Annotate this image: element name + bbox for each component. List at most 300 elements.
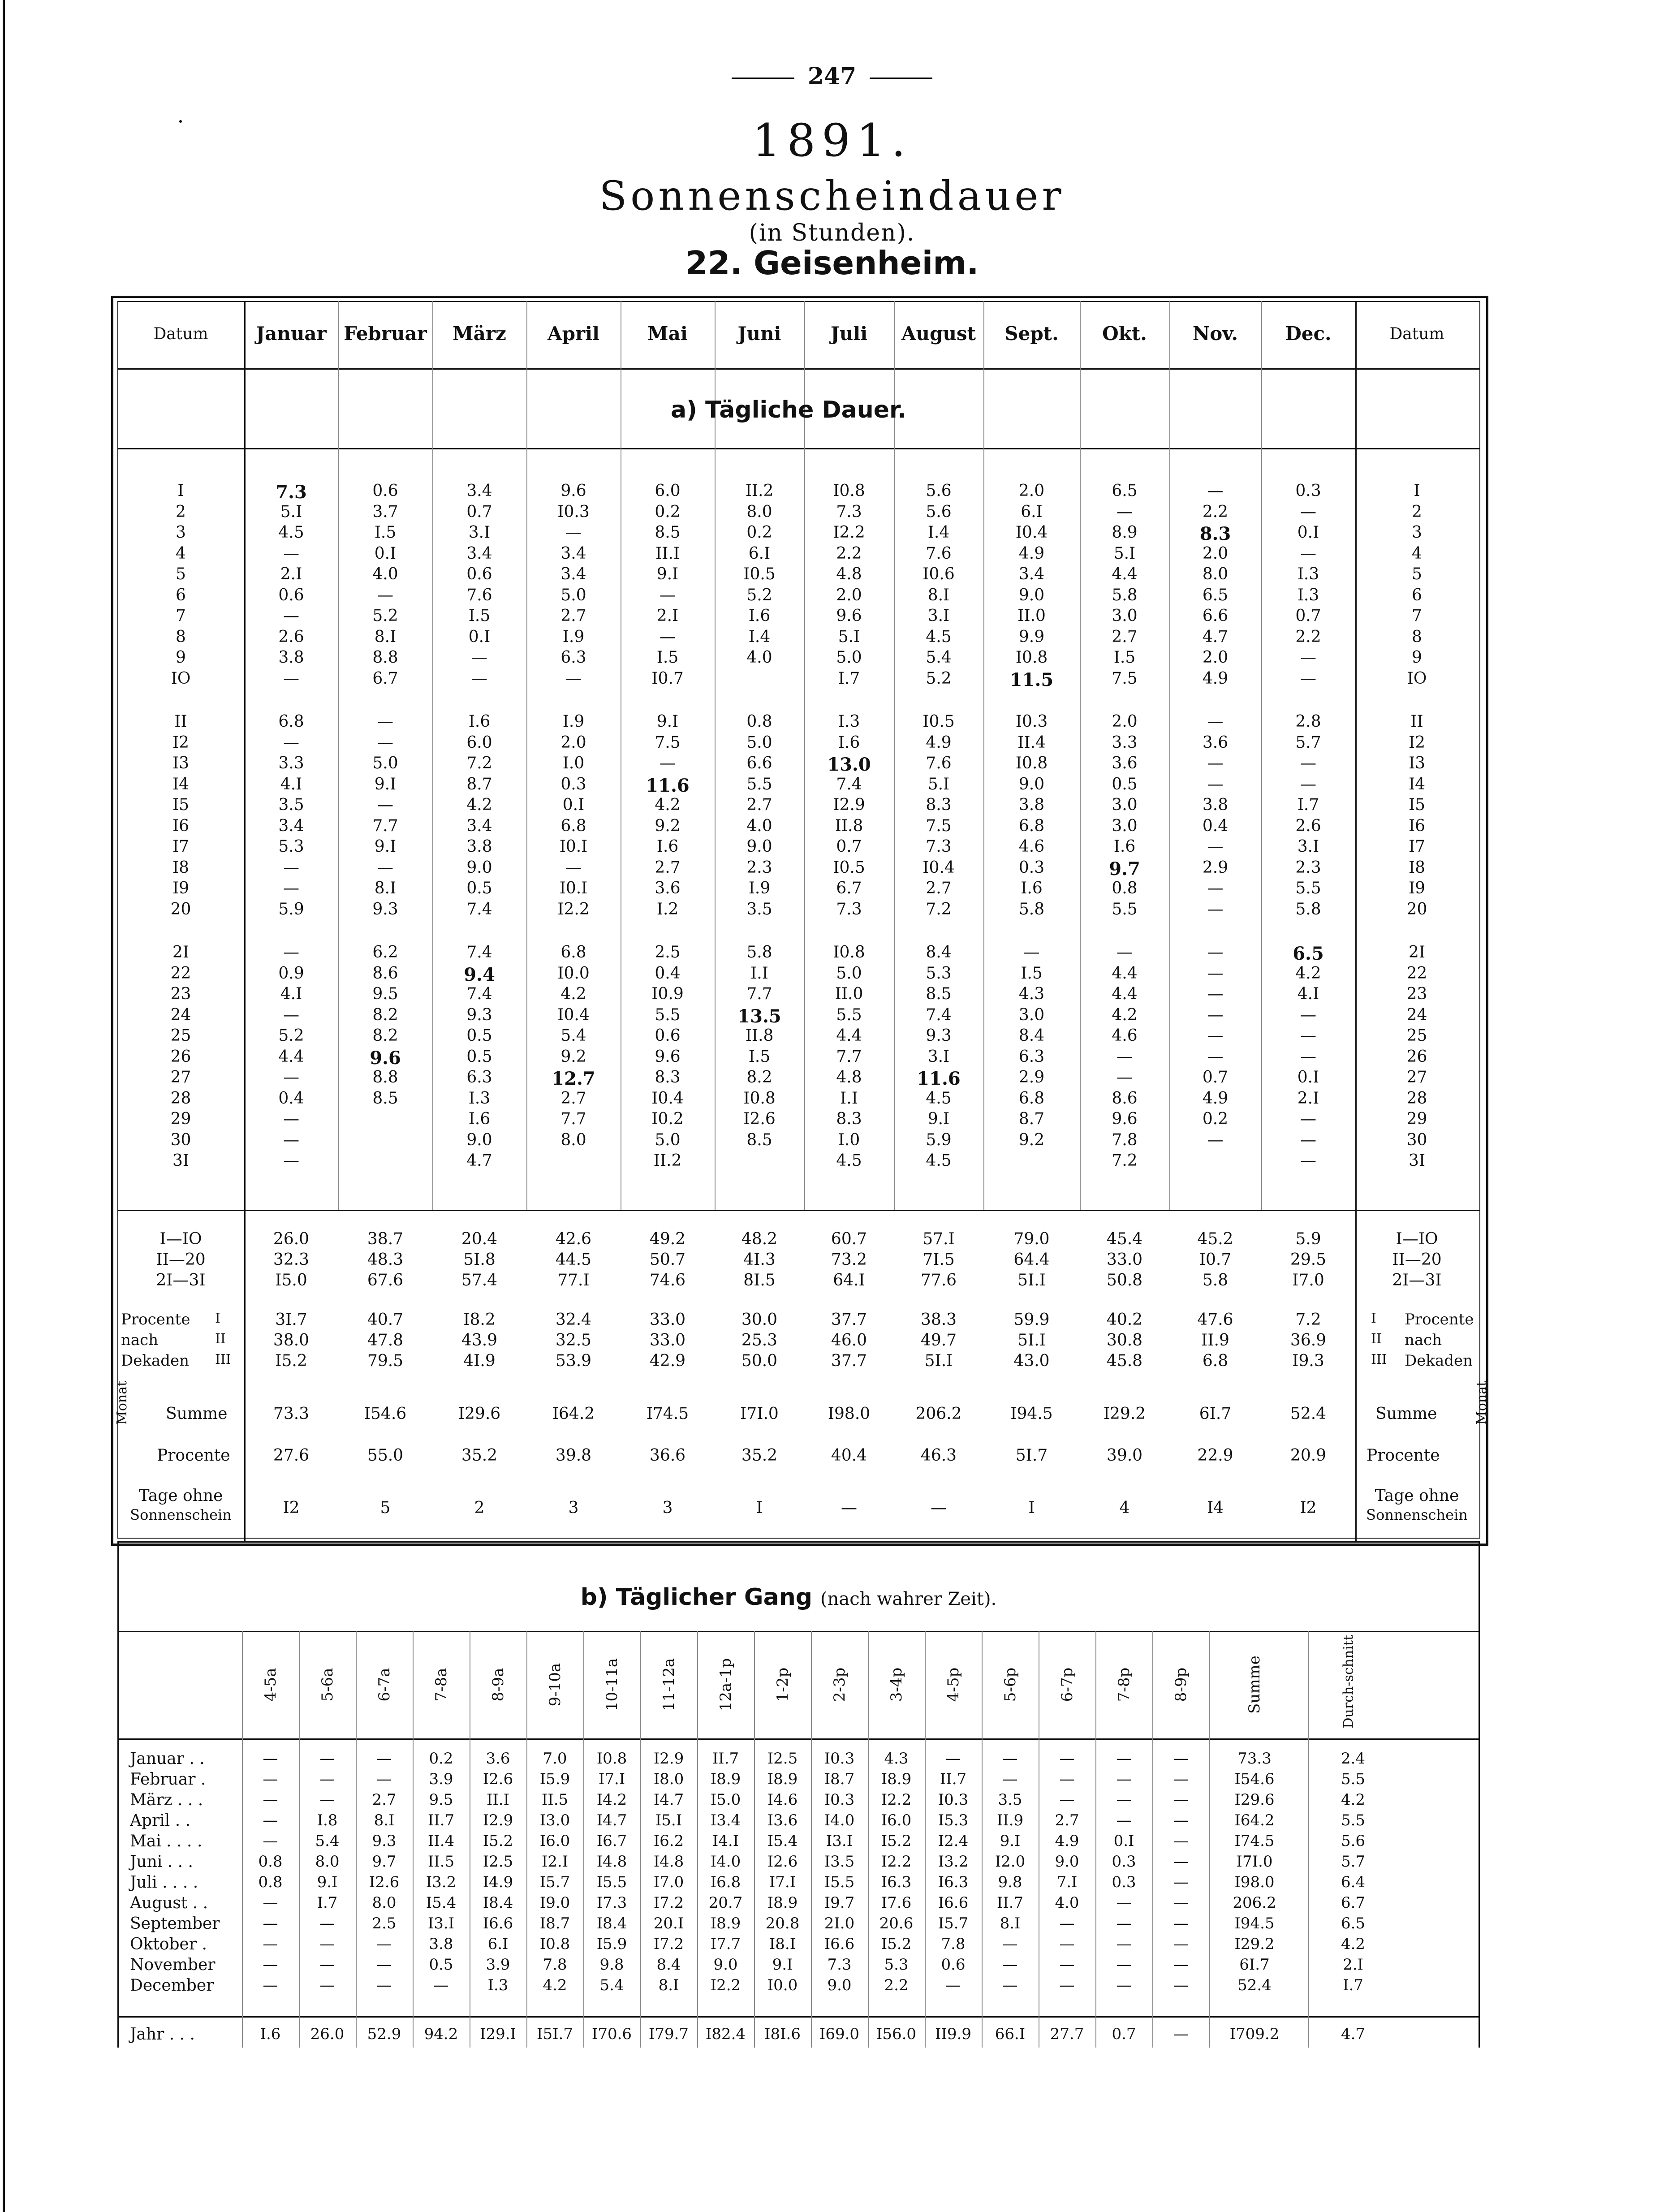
decade-pct: 38.0 (273, 1331, 310, 1350)
hourly-value: I3.0 (539, 1811, 570, 1829)
daily-value: 2.0 (1112, 712, 1138, 731)
daily-value: 2.0 (1202, 648, 1229, 667)
day-label-right: 6 (1412, 586, 1422, 604)
hourly-value: I4.8 (653, 1853, 684, 1871)
daily-value: 5.2 (372, 607, 398, 625)
daily-value: 7.7 (560, 1110, 586, 1128)
decade-pct: 47.6 (1197, 1311, 1233, 1329)
daily-value: 6.8 (1018, 1089, 1045, 1108)
hour-header: 8-9a (489, 1668, 507, 1702)
hourly-value: I0.8 (596, 1750, 627, 1768)
daily-value: II.2 (653, 1151, 682, 1170)
hourly-value: 9.0 (827, 1976, 852, 1994)
daily-value: I.6 (1021, 879, 1043, 897)
day-label-right: 3 (1412, 523, 1422, 542)
hourly-value: — (263, 1935, 278, 1953)
daily-value: 9.0 (1018, 586, 1045, 604)
pct-roman-left: III (215, 1352, 231, 1367)
daily-value: 11.6 (917, 1068, 961, 1089)
tage-ohne-value: — (931, 1499, 947, 1517)
daily-value: II.8 (745, 1026, 774, 1045)
hourly-value: I6.2 (653, 1832, 684, 1850)
daily-value: 12.7 (552, 1068, 595, 1089)
day-label-left: I9 (172, 879, 190, 897)
daily-value: — (565, 858, 582, 877)
hour-header: 5-6a (318, 1668, 336, 1702)
hourly-value: I6.7 (596, 1832, 627, 1850)
day-label-left: 2I (172, 943, 190, 962)
table-a-header-rule (117, 368, 1479, 370)
daily-value: 4.6 (1018, 837, 1045, 856)
table-a-summary-rule (117, 1210, 1479, 1211)
daily-value: 9.9 (1018, 627, 1045, 646)
day-label-right: 4 (1412, 544, 1422, 563)
daily-value: I0.4 (923, 858, 955, 877)
hourly-value: — (263, 1811, 278, 1829)
hourly-value: 20.6 (879, 1914, 914, 1932)
tage-ohne-value: — (841, 1499, 857, 1517)
hourly-value: 0.2 (429, 1750, 453, 1768)
daily-value: 9.7 (1109, 858, 1140, 880)
table-b-left-rule (117, 1541, 119, 2048)
row-label-month: Juli . . . . (130, 1873, 198, 1892)
day-label-right: 7 (1412, 607, 1422, 625)
hourly-value: 2.5 (372, 1914, 397, 1932)
hourly-value: I4.9 (483, 1873, 513, 1891)
daily-value: 3.8 (466, 837, 492, 856)
hourly-value: — (263, 1750, 278, 1768)
hourly-value: I2.5 (767, 1750, 798, 1768)
day-label-right: 22 (1406, 964, 1427, 983)
jahr-value: 52.9 (367, 2025, 401, 2043)
daily-value: 2.7 (655, 858, 681, 877)
daily-value: 7.8 (1112, 1130, 1138, 1149)
daily-value: 4.0 (746, 816, 772, 835)
hourly-value: — (1059, 1935, 1075, 1953)
hourly-value: — (1059, 1914, 1075, 1932)
durchschnitt-value: 4.2 (1341, 1935, 1366, 1953)
day-label-right: I3 (1408, 754, 1426, 772)
monat-pct: 20.9 (1290, 1446, 1327, 1465)
daily-value: 0.3 (1018, 858, 1045, 877)
hourly-value: — (1116, 1914, 1132, 1932)
hourly-value: 8.I (658, 1976, 679, 1994)
daily-value: 8.8 (372, 1068, 398, 1087)
row-label-jahr: Jahr . . . (130, 2025, 195, 2044)
decade-sum: 29.5 (1290, 1250, 1327, 1269)
hourly-value: 7.3 (827, 1956, 852, 1974)
daily-value: — (1300, 1005, 1316, 1024)
daily-value: I.6 (1113, 837, 1136, 856)
monat-sum: I7I.0 (740, 1405, 779, 1423)
daily-value: 9.5 (372, 985, 398, 1003)
daily-value: I0.8 (743, 1089, 776, 1108)
hourly-value: — (1173, 1914, 1189, 1932)
tage-label-right-2: Sonnenschein (1366, 1506, 1468, 1523)
hourly-value: I4.0 (824, 1811, 855, 1829)
daily-value: I0.6 (923, 565, 955, 583)
tage-ohne-value: 2 (474, 1499, 485, 1517)
daily-value: 8.3 (655, 1068, 681, 1087)
daily-value: — (377, 586, 393, 604)
hourly-value: 0.8 (258, 1873, 283, 1891)
daily-value: — (1117, 502, 1133, 521)
daily-value: 5.7 (1295, 733, 1321, 752)
hourly-value: I5.5 (596, 1873, 627, 1891)
month-header: Sept. (1004, 323, 1059, 345)
hourly-value: I2.2 (881, 1853, 912, 1871)
table-b-header-bottom-rule (117, 1738, 1479, 1740)
daily-value: 7.3 (926, 837, 952, 856)
hourly-value: 3.9 (429, 1770, 453, 1788)
hourly-value: — (1002, 1976, 1018, 1994)
daily-value: — (1117, 1068, 1133, 1087)
daily-value: — (565, 523, 582, 542)
daily-value: 3.5 (746, 900, 772, 918)
daily-value: I0.8 (833, 943, 865, 962)
hourly-value: — (1116, 1811, 1132, 1829)
pct-label-left: Procente (121, 1311, 190, 1328)
daily-value: — (565, 669, 582, 688)
day-label-left: 20 (170, 900, 191, 918)
daily-value: 5.8 (1112, 586, 1138, 604)
daily-value: — (660, 586, 676, 604)
daily-value: 3.4 (466, 482, 492, 500)
daily-value: 8.0 (560, 1130, 586, 1149)
daily-value: — (1207, 754, 1224, 772)
day-label-left: 26 (170, 1047, 191, 1066)
daily-value: 4.9 (1018, 544, 1045, 563)
daily-value: I.3 (468, 1089, 491, 1108)
summe-value: I98.0 (1234, 1873, 1275, 1891)
daily-value: 2.2 (836, 544, 862, 563)
month-header: Mai (647, 323, 688, 345)
hourly-value: — (1059, 1770, 1075, 1788)
hourly-value: I8.4 (596, 1914, 627, 1932)
daily-value: 2.2 (1202, 502, 1229, 521)
daily-value: 3.6 (1112, 754, 1138, 772)
hourly-value: 9.5 (429, 1791, 453, 1809)
hourly-value: 7.8 (941, 1935, 966, 1953)
hour-header: 1-2p (773, 1667, 792, 1702)
daily-value: I0.2 (651, 1110, 684, 1128)
hourly-value: I8.I (769, 1935, 796, 1953)
daily-value: I.5 (468, 607, 491, 625)
daily-value: 6.8 (1018, 816, 1045, 835)
tage-ohne-value: I4 (1207, 1499, 1224, 1517)
decade-pct: I8.2 (463, 1311, 496, 1329)
daily-value: 3.3 (1112, 733, 1138, 752)
pct-roman-left: II (215, 1331, 226, 1347)
hourly-value: 20.8 (765, 1914, 800, 1932)
month-header: April (547, 323, 599, 345)
daily-value: — (283, 1110, 299, 1128)
daily-value: 4.8 (836, 1068, 862, 1087)
hour-header: 12a-1p (716, 1658, 735, 1712)
daily-value: — (1300, 754, 1316, 772)
daily-value: 2.2 (1295, 627, 1321, 646)
page-number: 247 (0, 63, 1664, 90)
daily-value: 5.8 (746, 943, 772, 962)
daily-value: 2.0 (1202, 544, 1229, 563)
daily-value: I0.8 (833, 482, 865, 500)
daily-value: 9.I (374, 837, 397, 856)
hourly-value: I4.0 (710, 1853, 741, 1871)
row-label-month: März . . . (130, 1791, 203, 1809)
daily-value: 2.8 (1295, 712, 1321, 731)
hourly-value: — (1059, 1956, 1075, 1974)
hourly-value: — (1002, 1750, 1018, 1768)
hourly-value: I0.3 (824, 1791, 855, 1809)
decade-label-left: II—20 (156, 1250, 206, 1269)
daily-value: 0.3 (1295, 482, 1321, 500)
hourly-value: I8.9 (710, 1770, 741, 1788)
hourly-value: 2I.0 (824, 1914, 855, 1932)
daily-value: 9.4 (464, 964, 495, 985)
tage-label-left-2: Sonnenschein (130, 1506, 232, 1523)
day-label-right: I7 (1408, 837, 1426, 856)
daily-value: I.I (750, 964, 768, 983)
hourly-value: — (1002, 1935, 1018, 1953)
hourly-value: I9.0 (539, 1894, 570, 1912)
monat-pct: 27.6 (273, 1446, 310, 1465)
hour-header: 6-7a (375, 1668, 393, 1702)
month-header: März (453, 323, 506, 345)
decade-sum: 5I.8 (463, 1250, 496, 1269)
daily-value: 8.6 (1112, 1089, 1138, 1108)
daily-value: 9.6 (655, 1047, 681, 1066)
daily-value: I0.5 (923, 712, 955, 731)
jahr-value: I29.I (480, 2025, 516, 2043)
daily-value: I.7 (1297, 796, 1319, 814)
daily-value: I0.9 (651, 985, 684, 1003)
daily-value: I0.7 (651, 669, 684, 688)
daily-value: 9.2 (560, 1047, 586, 1066)
daily-value: — (283, 1151, 299, 1170)
decade-sum: 8I.5 (743, 1271, 776, 1289)
day-label-right: I6 (1408, 816, 1426, 835)
hourly-value: — (1173, 1791, 1189, 1809)
daily-value: 4.7 (1202, 627, 1229, 646)
jahr-value: I.6 (260, 2025, 281, 2043)
hourly-value: I5.7 (938, 1914, 969, 1932)
daily-value: 4.5 (836, 1151, 862, 1170)
hourly-value: — (945, 1976, 961, 1994)
daily-value: 0.6 (466, 565, 492, 583)
daily-value: I.0 (562, 754, 585, 772)
daily-value: I.I (840, 1089, 858, 1108)
daily-value: 8.8 (372, 648, 398, 667)
section-a-title: a) Tägliche Dauer. (671, 397, 906, 423)
hourly-value: — (376, 1750, 392, 1768)
summe-label-right: Summe (1375, 1405, 1437, 1423)
day-label-left: 28 (170, 1089, 191, 1108)
daily-value: 0.I (562, 796, 585, 814)
decade-pct: 5I.I (924, 1352, 953, 1370)
hourly-value: I2.5 (483, 1853, 513, 1871)
decade-pct: 33.0 (649, 1331, 686, 1350)
daily-value: 5.I (280, 502, 302, 521)
hourly-value: 9.8 (998, 1873, 1022, 1891)
daily-value: 5.2 (278, 1026, 304, 1045)
durchschnitt-value: 5.5 (1341, 1811, 1366, 1829)
hourly-value: I5.3 (938, 1811, 969, 1829)
row-label-month: Juni . . . (130, 1853, 193, 1871)
daily-value: 2.3 (1295, 858, 1321, 877)
hourly-value: 0.6 (941, 1956, 966, 1974)
day-label-right: 24 (1406, 1005, 1427, 1024)
hourly-value: 7.8 (543, 1956, 567, 1974)
daily-value: 4.4 (1112, 985, 1138, 1003)
monat-pct: 22.9 (1197, 1446, 1233, 1465)
monat-pct: 46.3 (920, 1446, 957, 1465)
month-header: Februar (344, 323, 427, 345)
daily-value: — (471, 648, 487, 667)
daily-value: 6.8 (560, 816, 586, 835)
decade-pct: 32.5 (555, 1331, 592, 1350)
decade-sum: 48.3 (367, 1250, 404, 1269)
decade-pct: II.9 (1201, 1331, 1229, 1350)
decade-label-right: II—20 (1392, 1250, 1442, 1269)
daily-value: 3.0 (1112, 796, 1138, 814)
hourly-value: — (433, 1976, 449, 1994)
daily-value: 13.0 (827, 754, 871, 775)
daily-value: 7.2 (926, 900, 952, 918)
monat-pct: 55.0 (367, 1446, 404, 1465)
day-label-left: 8 (176, 627, 186, 646)
hourly-value: — (1173, 1894, 1189, 1912)
daily-value: 7.2 (466, 754, 492, 772)
decade-label-right: I—IO (1396, 1230, 1438, 1248)
day-label-right: 8 (1412, 627, 1422, 646)
hourly-value: — (1116, 1976, 1132, 1994)
hourly-value: I8.9 (767, 1894, 798, 1912)
daily-value: — (471, 669, 487, 688)
daily-value: — (377, 858, 393, 877)
hourly-value: I8.4 (483, 1894, 513, 1912)
hourly-value: 9.I (772, 1956, 793, 1974)
hourly-value: I6.6 (483, 1914, 513, 1932)
durchschnitt-value: 2.4 (1341, 1750, 1366, 1768)
monat-sum: I54.6 (364, 1405, 407, 1423)
daily-value: 2.7 (560, 607, 586, 625)
decade-sum: 77.I (557, 1271, 590, 1289)
daily-value: — (377, 712, 393, 731)
daily-value: 4.5 (278, 523, 304, 542)
hourly-value: I2.6 (767, 1853, 798, 1871)
daily-value: 6.5 (1293, 943, 1324, 964)
hourly-value: 0.3 (1112, 1873, 1136, 1891)
hourly-value: 5.4 (315, 1832, 340, 1850)
day-label-right: I8 (1408, 858, 1426, 877)
daily-value: 2.6 (278, 627, 304, 646)
decade-label-left: 2I—3I (156, 1271, 206, 1289)
decade-pct: 38.3 (920, 1311, 957, 1329)
monat-pct: 39.0 (1106, 1446, 1143, 1465)
monat-sum: I64.2 (552, 1405, 595, 1423)
daily-value: I.9 (562, 712, 585, 731)
daily-value: 6.8 (560, 943, 586, 962)
daily-value: 9.6 (560, 482, 586, 500)
decade-pct: 47.8 (367, 1331, 404, 1350)
daily-value: 13.5 (737, 1005, 781, 1027)
hourly-value: 9.8 (599, 1956, 624, 1974)
daily-value: 3.I (468, 523, 491, 542)
daily-value: I0.I (559, 837, 588, 856)
daily-value: — (377, 796, 393, 814)
durchschnitt-value: 2.I (1343, 1956, 1363, 1974)
hourly-value: 2.2 (884, 1976, 909, 1994)
hourly-value: I5.4 (767, 1832, 798, 1850)
daily-value: 3.4 (1018, 565, 1045, 583)
daily-value: 5.I (1113, 544, 1136, 563)
durchschnitt-value: I.7 (1343, 1976, 1363, 1994)
daily-value: 0.7 (466, 502, 492, 521)
daily-value: — (660, 627, 676, 646)
summe-header: Summe (1246, 1656, 1263, 1714)
daily-value: 4.9 (1202, 1089, 1229, 1108)
hourly-value: I4.8 (596, 1853, 627, 1871)
daily-value: — (283, 879, 299, 897)
tage-ohne-value: I2 (283, 1499, 300, 1517)
hour-header: 7-8a (432, 1668, 450, 1702)
daily-value: I0.3 (1015, 712, 1048, 731)
decade-pct: 40.7 (367, 1311, 404, 1329)
daily-value: 9.2 (655, 816, 681, 835)
daily-value: 2.7 (926, 879, 952, 897)
summe-value: I94.5 (1234, 1914, 1275, 1932)
daily-value: II.8 (835, 816, 863, 835)
daily-value: 6.7 (836, 879, 862, 897)
daily-value: 0.6 (372, 482, 398, 500)
daily-value: 4.5 (926, 627, 952, 646)
hourly-value: II.I (486, 1791, 510, 1809)
table-a-section-rule (117, 448, 1479, 449)
jahr-value: 66.I (995, 2025, 1026, 2043)
decade-sum: 64.I (833, 1271, 865, 1289)
day-label-left: 2 (176, 502, 186, 521)
daily-value: 4.4 (1112, 565, 1138, 583)
daily-value: 6.3 (1018, 1047, 1045, 1066)
daily-value: 9.6 (1112, 1110, 1138, 1128)
hourly-value: — (1173, 1956, 1189, 1974)
daily-value: 2.I (280, 565, 302, 583)
daily-value: 9.3 (466, 1005, 492, 1024)
daily-value: — (283, 1130, 299, 1149)
hourly-value: I3.5 (824, 1853, 855, 1871)
decade-pct: 37.7 (831, 1352, 867, 1370)
decade-sum: 57.I (923, 1230, 955, 1248)
daily-value: I2.6 (743, 1110, 776, 1128)
daily-value: 8.2 (746, 1068, 772, 1087)
decade-sum: I0.7 (1199, 1250, 1232, 1269)
hourly-value: — (319, 1914, 335, 1932)
daily-value: 5.0 (746, 733, 772, 752)
daily-value: 7.4 (836, 775, 862, 793)
daily-value: 0.8 (1112, 879, 1138, 897)
hourly-value: I5.7 (539, 1873, 570, 1891)
daily-value: 4.2 (655, 796, 681, 814)
decade-pct: I9.3 (1292, 1352, 1324, 1370)
daily-value: 7.2 (1112, 1151, 1138, 1170)
hour-header: 10-11a (603, 1658, 621, 1712)
jahr-value: I69.0 (819, 2025, 860, 2043)
daily-value: 4.4 (278, 1047, 304, 1066)
hourly-value: 0.3 (1112, 1853, 1136, 1871)
hourly-value: 20.I (653, 1914, 684, 1932)
durchschnitt-value: 6.7 (1341, 1894, 1366, 1912)
daily-value: 7.4 (466, 985, 492, 1003)
